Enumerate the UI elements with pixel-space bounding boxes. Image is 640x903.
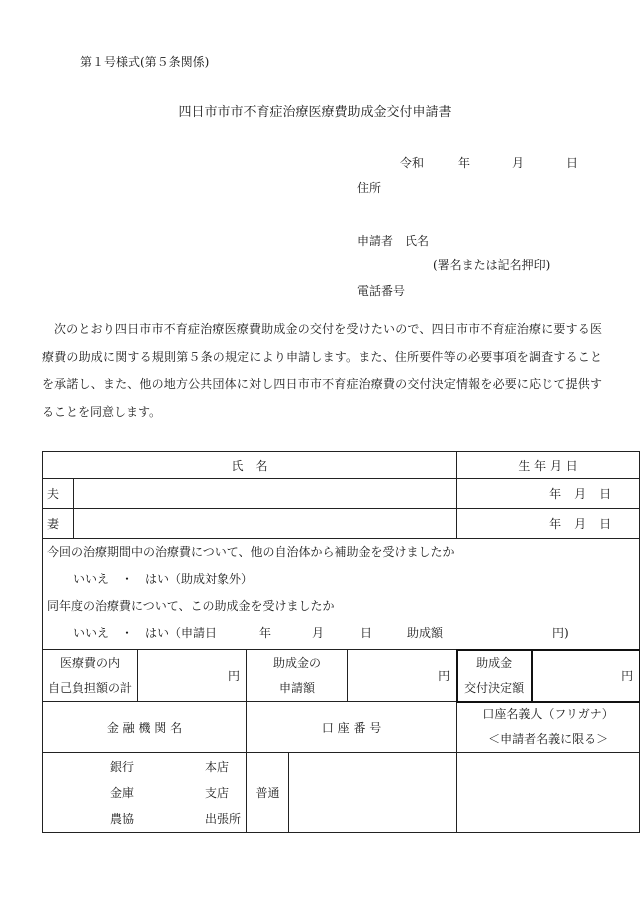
applicant-label: 申請者 [357, 234, 394, 248]
date-day: 日 [566, 156, 579, 170]
subsidy-questions [43, 539, 640, 650]
form-number: 第１号様式(第５条関係) [80, 55, 210, 69]
grant-amount-field[interactable]: 円 [348, 650, 457, 702]
husband-label: 夫 [43, 479, 74, 509]
bank-type-list: 銀行 金庫 農協 [110, 760, 135, 826]
document-title: 四日市市市不育症治療医療費助成金交付申請書 [178, 105, 452, 120]
question-other-municipality: 今回の治療期間中の治療費について、他の自治体から補助金を受けましたか [47, 545, 455, 559]
date-year: 年 [458, 156, 471, 170]
consent-text: 次のとおり四日市市不育症治療医療費助成金の交付を受けたいので、四日市市不育症治療に要する医療費の助成に関する規則第５条の規定により申請します。また、住所要件等の必要事項を調査することを承諾し、また、他の地方公共団体に対し四日市市不育症治療費の交付決定情報を必要に応じて提供することを同意します。 [42, 322, 602, 419]
husband-name-field[interactable] [74, 479, 457, 509]
bank-name-field[interactable] [43, 753, 247, 833]
bank-header: 金 融 機 関 名 [43, 702, 247, 753]
wife-label: 妻 [43, 509, 74, 539]
question-same-year: 同年度の治療費について、この助成金を受けましたか [47, 599, 335, 613]
account-number-field[interactable] [289, 753, 457, 833]
account-holder-field[interactable] [457, 753, 640, 833]
date-month: 月 [512, 156, 525, 170]
phone-label: 電話番号 [357, 284, 406, 298]
address-label: 住所 [357, 181, 382, 195]
account-type: 普通 [247, 753, 289, 833]
wife-name-field[interactable] [74, 509, 457, 539]
answer-same-year[interactable]: いいえ ・ はい（申請日 年 月 日 助成額 円) [73, 626, 569, 640]
consent-paragraph [42, 316, 602, 426]
branch-type-list: 本店 支店 出張所 [205, 760, 242, 826]
wife-birthdate-field[interactable]: 年 月 日 [457, 509, 640, 539]
date-era: 令和 [400, 156, 425, 170]
husband-birthdate-field[interactable]: 年 月 日 [457, 479, 640, 509]
decision-amount-field: 円 [532, 650, 640, 702]
answer-other-municipality[interactable]: いいえ ・ はい（助成対象外） [73, 572, 254, 586]
application-table [42, 451, 640, 833]
header-birthdate: 生 年 月 日 [457, 452, 640, 479]
self-pay-label: 医療費の内 自己負担額の計 [43, 650, 138, 702]
decision-amount-label: 助成金 交付決定額 [457, 650, 532, 702]
grant-amount-label: 助成金の 申請額 [247, 650, 348, 702]
account-header: 口 座 番 号 [247, 702, 457, 753]
header-name: 氏 名 [43, 452, 457, 479]
signature-note: (署名または記名押印) [433, 258, 551, 272]
self-pay-field[interactable]: 円 [138, 650, 247, 702]
holder-header: 口座名義人（フリガナ） ＜申請者名義に限る＞ [457, 702, 640, 753]
name-label: 氏名 [405, 234, 430, 248]
